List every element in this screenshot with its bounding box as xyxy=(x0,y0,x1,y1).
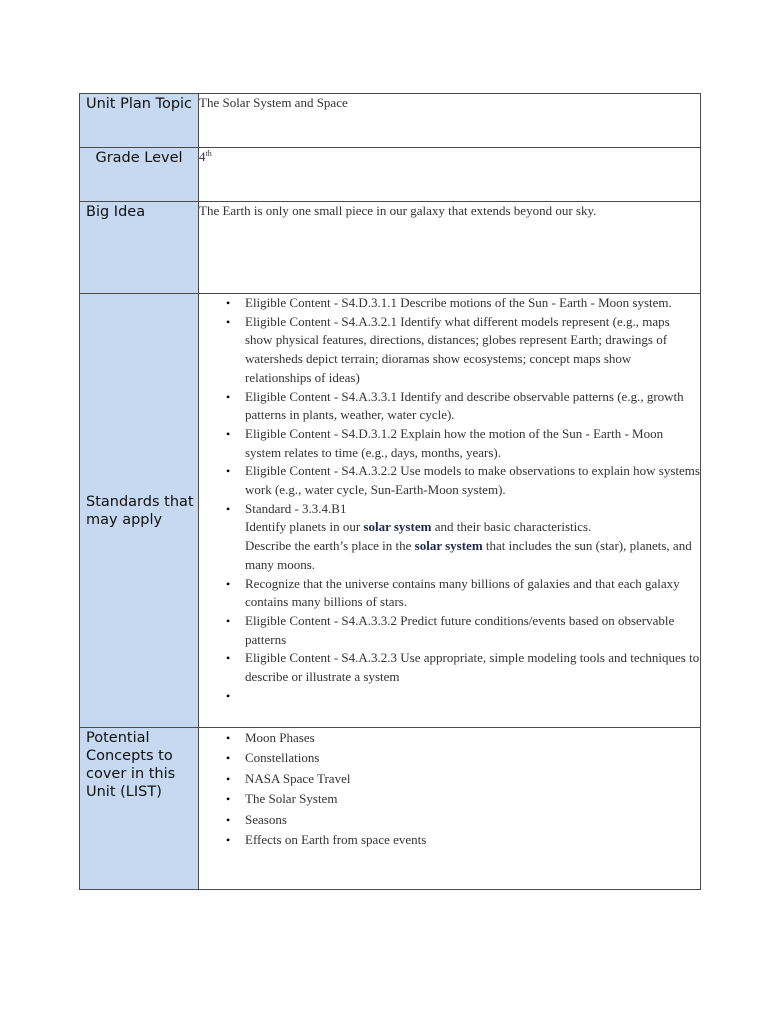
unit-plan-topic-row xyxy=(80,94,701,148)
grade-level-value xyxy=(199,148,701,202)
standard-keyword: solar system xyxy=(414,538,483,554)
standards-label: Standards that may apply xyxy=(80,294,199,728)
grade-suffix: th xyxy=(205,149,212,158)
concepts-label: Potential Concepts to cover in this Unit (LIST) xyxy=(80,728,199,890)
standard-item: • Eligible Content - S4.A.3.3.1 Identify and describe observable patterns (e.g., growth patterns in plants, weather, water cycle). xyxy=(245,388,700,425)
standards-content xyxy=(199,294,701,728)
standard-item: • Eligible Content - S4.D.3.1.2 Explain how the motion of the Sun - Earth - Moon system relates to time (e.g., days, months, years). xyxy=(245,425,700,462)
standards-list xyxy=(199,294,700,705)
unit-plan-topic-label: Unit Plan Topic xyxy=(80,94,199,148)
concepts-row xyxy=(80,728,701,890)
concept-item: • Constellations xyxy=(245,748,700,768)
unit-plan-table xyxy=(79,93,701,890)
standard-keyword: solar system xyxy=(363,519,432,535)
standard-item-empty xyxy=(245,687,700,706)
concept-item: • The Solar System xyxy=(245,789,700,809)
standards-row xyxy=(80,294,701,728)
standard-item: • Recognize that the universe contains many billions of galaxies and that each galaxy contains many billions of stars. xyxy=(245,575,700,612)
grade-level-label: Grade Level xyxy=(80,148,199,202)
unit-plan-topic-value: The Solar System and Space xyxy=(199,94,701,148)
standard-text: Identify planets in our xyxy=(245,519,364,535)
big-idea-label: Big Idea xyxy=(80,202,199,294)
standard-item xyxy=(245,500,700,575)
standard-item: • Eligible Content - S4.A.3.2.2 Use models to make observations to explain how systems work (e.g., water cycle, Sun-Earth-Moon system). xyxy=(245,462,700,499)
standard-text: that includes the sun (star), planets, and many moons. xyxy=(245,538,692,572)
big-idea-row xyxy=(80,202,701,294)
concept-item: • Effects on Earth from space events xyxy=(245,830,700,850)
grade-level-row xyxy=(80,148,701,202)
standard-item: • Eligible Content - S4.A.3.3.2 Predict future conditions/events based on observable patterns xyxy=(245,612,700,649)
concept-item: • Moon Phases xyxy=(245,728,700,748)
standard-text: and their basic characteristics. xyxy=(431,519,592,535)
concepts-content xyxy=(199,728,701,890)
concepts-list xyxy=(199,728,700,850)
standard-text: Describe the earth’s place in the xyxy=(245,538,415,554)
standard-item: • Eligible Content - S4.A.3.2.1 Identify what different models represent (e.g., maps show physical features, directions, distances; globes represent Earth; drawings of watersheds depict terrain; dioramas show ecosystems; concept maps show relationships of ideas) xyxy=(245,313,700,388)
concept-item: • NASA Space Travel xyxy=(245,769,700,789)
standard-item: • Eligible Content - S4.D.3.1.1 Describe motions of the Sun - Earth - Moon system. xyxy=(245,294,700,313)
grade-number: 4 xyxy=(199,149,206,164)
concept-item: • Seasons xyxy=(245,810,700,830)
standard-item: • Eligible Content - S4.A.3.2.3 Use appropriate, simple modeling tools and techniques to describe or illustrate a system xyxy=(245,649,700,686)
big-idea-value: The Earth is only one small piece in our galaxy that extends beyond our sky. xyxy=(199,202,701,294)
standard-code: Standard - 3.3.4.B1 xyxy=(245,500,347,516)
